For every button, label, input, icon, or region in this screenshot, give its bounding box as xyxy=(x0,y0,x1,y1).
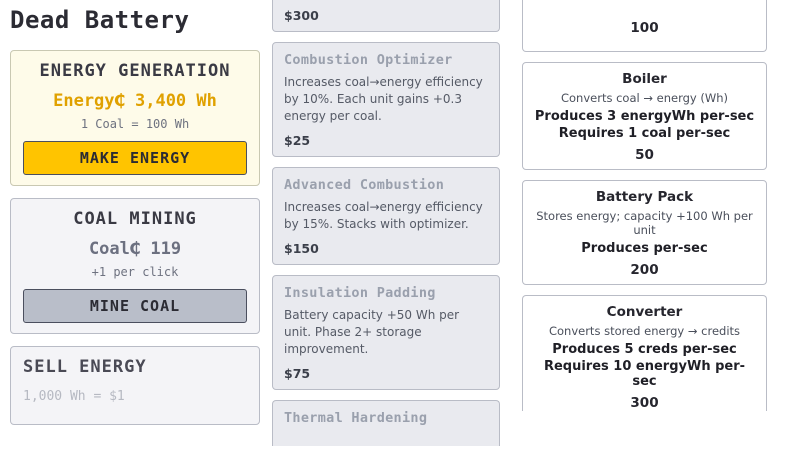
upgrade-card[interactable] xyxy=(272,167,500,265)
upgrade-price: $300 xyxy=(284,8,319,23)
producer-requirement: Requires 10 energyWh per-sec xyxy=(543,359,746,389)
producer-cost: 200 xyxy=(630,262,659,278)
upgrade-price: $75 xyxy=(284,366,311,382)
energy-panel-title: ENERGY GENERATION xyxy=(39,61,231,81)
mine-coal-button[interactable]: MINE COAL xyxy=(23,289,247,323)
producer-description: Converts stored energy → credits xyxy=(548,324,741,338)
producer-card[interactable] xyxy=(522,62,767,170)
upgrade-card[interactable] xyxy=(272,42,500,157)
upgrade-card[interactable] xyxy=(272,400,500,446)
producer-output: Produces 5 creds per-sec xyxy=(552,342,737,357)
producer-cost: 300 xyxy=(630,395,659,411)
producer-name: Boiler xyxy=(622,71,667,87)
upgrade-price: $150 xyxy=(284,241,319,257)
left-column xyxy=(10,50,260,437)
upgrade-price: $25 xyxy=(284,133,311,149)
producer-name: Battery Pack xyxy=(595,189,694,205)
upgrades-column[interactable] xyxy=(272,0,500,465)
coal-panel-title: COAL MINING xyxy=(73,209,197,229)
upgrade-description: Battery capacity +50 Wh per unit. Phase 2+ storage improvement. xyxy=(284,308,460,357)
producer-output: Produces per-sec xyxy=(581,241,708,256)
sell-panel-title: SELL ENERGY xyxy=(23,357,147,377)
make-energy-button[interactable]: MAKE ENERGY xyxy=(23,141,247,175)
producer-output: Produces 3 energyWh per-sec xyxy=(534,109,755,124)
producer-card[interactable] xyxy=(522,295,767,411)
upgrade-name: Advanced Combustion xyxy=(284,177,445,194)
energy-conversion-note: 1 Coal = 100 Wh xyxy=(80,117,190,131)
sell-energy-panel xyxy=(10,346,260,425)
upgrade-description: Increases coal→energy efficiency by 10%. Each unit gains +0.3 energy per coal. xyxy=(284,75,483,124)
producer-description: Stores energy; capacity +100 Wh per unit xyxy=(536,209,753,237)
coal-per-click-note: +1 per click xyxy=(91,265,179,279)
energy-generation-panel xyxy=(10,50,260,186)
producers-column[interactable] xyxy=(522,0,767,465)
producer-name: Converter xyxy=(606,304,683,320)
producer-cost: 50 xyxy=(635,147,654,163)
upgrade-card[interactable] xyxy=(272,0,500,32)
producer-card[interactable] xyxy=(522,0,767,52)
upgrade-name: Thermal Hardening xyxy=(284,410,428,427)
producer-cost: 100 xyxy=(630,20,659,36)
energy-amount: Energy₵ 3,400 Wh xyxy=(53,91,217,111)
producer-requirement: Requires 1 coal per-sec xyxy=(558,126,731,141)
upgrade-description: Increases coal→energy efficiency by 15%. Stacks with optimizer. xyxy=(284,200,483,232)
page-title: Dead Battery xyxy=(10,6,190,34)
upgrade-name: Combustion Optimizer xyxy=(284,52,453,68)
coal-mining-panel xyxy=(10,198,260,334)
coal-amount: Coal₵ 119 xyxy=(88,239,182,259)
producer-card[interactable] xyxy=(522,180,767,285)
upgrade-description xyxy=(284,432,488,446)
upgrade-name: Insulation Padding xyxy=(284,285,436,302)
upgrade-card[interactable] xyxy=(272,275,500,390)
sell-rate-label: 1,000 Wh = $1 xyxy=(23,389,125,404)
producer-description: Converts coal → energy (Wh) xyxy=(560,91,729,105)
